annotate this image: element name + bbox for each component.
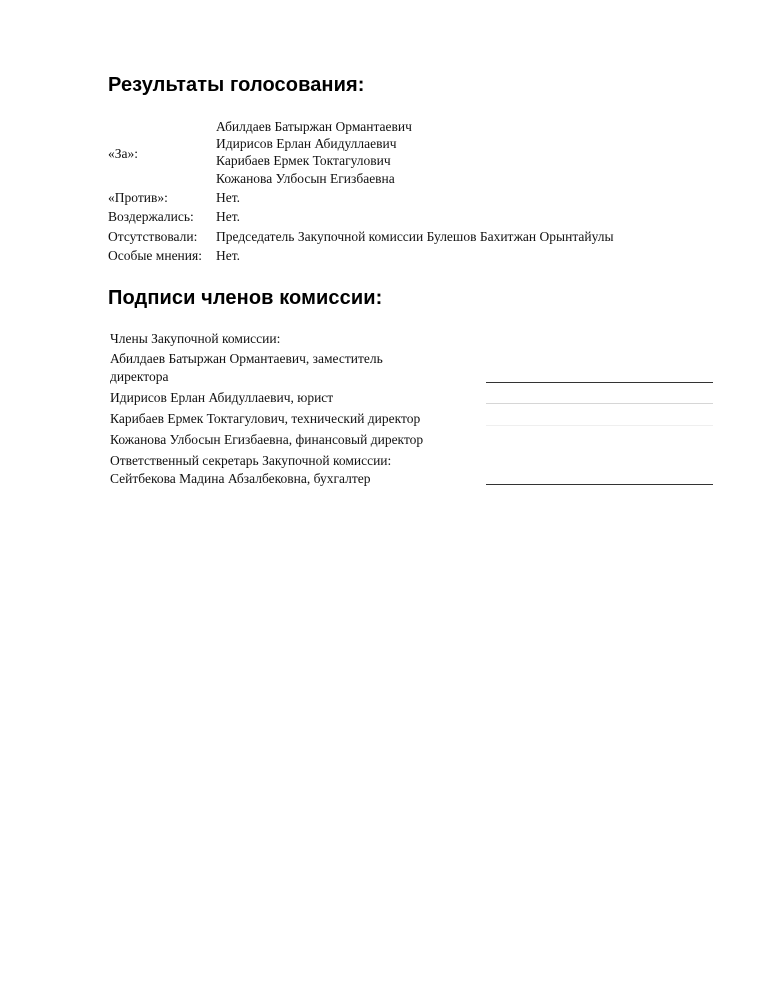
voting-results-title: Результаты голосования: [108, 74, 365, 96]
vote-for-member: Кожанова Улбосын Егизбаевна [216, 171, 395, 186]
special-opinions-label: Особые мнения: [108, 248, 202, 263]
signature-member-role: директора [110, 369, 169, 384]
vote-abstained-label: Воздержались: [108, 209, 194, 224]
vote-for-member: Карибаев Ермек Токтагулович [216, 153, 391, 168]
vote-absent-value: Председатель Закупочной комиссии Булешов Бахитжан Орынтайулы [216, 229, 614, 244]
signature-member-name: Кожанова Улбосын Егизбаевна, финансовый директор [110, 432, 424, 447]
signature-line [486, 484, 713, 485]
signature-line [486, 382, 713, 383]
signatures-title: Подписи членов комиссии: [108, 287, 383, 309]
vote-for-member: Идирисов Ерлан Абидуллаевич [216, 136, 397, 151]
signature-line [486, 425, 713, 426]
vote-against-label: «Против»: [108, 190, 168, 205]
signature-member-name: Идирисов Ерлан Абидуллаевич, юрист [110, 390, 334, 405]
vote-for-member: Абилдаев Батыржан Ормантаевич [216, 119, 412, 134]
signature-line [486, 403, 713, 404]
vote-abstained-value: Нет. [216, 209, 241, 224]
members-header: Члены Закупочной комиссии: [110, 331, 281, 346]
vote-absent-label: Отсутствовали: [108, 229, 198, 244]
secretary-title: Ответственный секретарь Закупочной комиссии: [110, 453, 392, 468]
secretary-name: Сейтбекова Мадина Абзалбековна, бухгалтер [110, 471, 371, 486]
vote-for-label: «За»: [108, 146, 139, 161]
special-opinions-value: Нет. [216, 248, 241, 263]
signature-member-name: Абилдаев Батыржан Ормантаевич, заместитель [110, 351, 383, 366]
signature-member-name: Карибаев Ермек Токтагулович, технический директор [110, 411, 421, 426]
vote-against-value: Нет. [216, 190, 241, 205]
